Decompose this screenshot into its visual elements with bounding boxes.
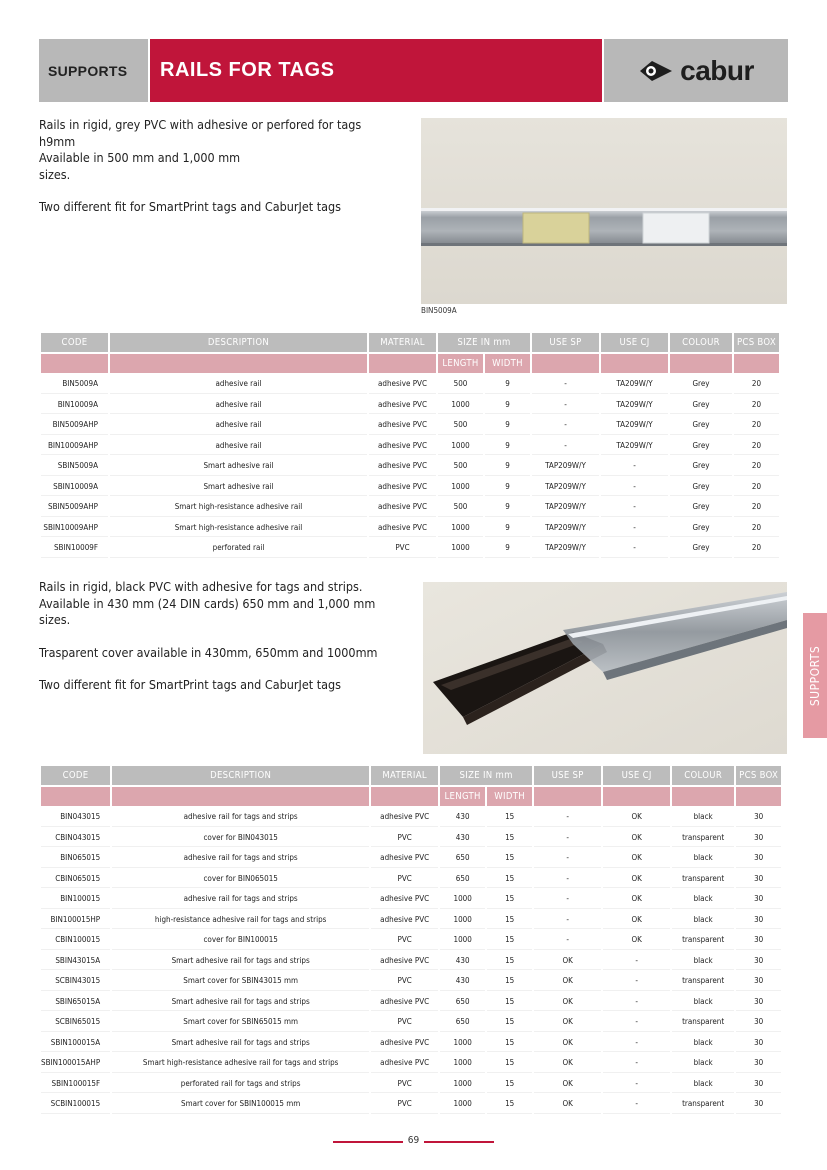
cell-width: 15 [487, 849, 532, 868]
cell-use-cj: - [601, 519, 668, 538]
cell-length: 500 [438, 498, 483, 517]
col-header-use-cj: USE CJ [603, 766, 670, 785]
black-rail-image [423, 582, 787, 754]
cell-code: SCBIN43015 [41, 972, 110, 991]
intro-line: Rails in rigid, black PVC with adhesive for tags and strips. [39, 579, 363, 594]
cell-width: 15 [487, 931, 532, 950]
section2-intro [39, 579, 409, 694]
intro-line: h9mm [39, 133, 76, 149]
cell-description: Smart adhesive rail [110, 457, 367, 476]
cell-use-sp: - [534, 890, 601, 909]
col-header-pcs-box: PCS BOX [736, 766, 781, 785]
cell-width: 9 [485, 498, 530, 517]
cell-width: 15 [487, 993, 532, 1012]
cell-colour: Grey [670, 396, 732, 415]
cell-use-cj: - [601, 478, 668, 497]
cell-code: SBIN5009AHP [41, 498, 108, 517]
side-tab-supports[interactable] [803, 613, 827, 738]
cell-width: 15 [487, 870, 532, 889]
cell-code: CBIN100015 [41, 931, 110, 950]
intro-line: Two different fit for SmartPrint tags and CaburJet tags [39, 199, 342, 214]
cell-width: 15 [487, 808, 532, 827]
cell-length: 1000 [438, 396, 483, 415]
cell-colour: Grey [670, 519, 732, 538]
table-row [41, 829, 781, 848]
cell-use-sp: TAP209W/Y [532, 478, 599, 497]
cell-description: Smart adhesive rail for tags and strips [112, 993, 369, 1012]
table-row [41, 1054, 781, 1073]
cell-use-cj: - [603, 1034, 670, 1053]
col-header-colour: COLOUR [670, 333, 732, 352]
cell-use-cj: - [601, 539, 668, 558]
col-header-material: MATERIAL [371, 766, 438, 785]
cell-use-cj: OK [603, 911, 670, 930]
cell-use-sp: - [534, 911, 601, 930]
cell-pcs-box: 20 [734, 457, 779, 476]
cell-description: adhesive rail [110, 375, 367, 394]
cell-material: adhesive PVC [371, 890, 438, 909]
cell-use-sp: - [534, 829, 601, 848]
cell-material: PVC [371, 1013, 438, 1032]
cell-use-sp: - [532, 416, 599, 435]
cell-length: 430 [440, 972, 485, 991]
table-row [41, 1013, 781, 1032]
cell-material: PVC [371, 931, 438, 950]
cell-use-cj: - [603, 993, 670, 1012]
intro-line: Trasparent cover available in 430mm, 650mm and 1000mm [39, 644, 378, 660]
cell-material: PVC [369, 539, 436, 558]
cell-colour: Grey [670, 375, 732, 394]
cell-use-sp: - [534, 849, 601, 868]
cell-length: 500 [438, 457, 483, 476]
grey-rail-photo [421, 118, 787, 304]
cell-material: adhesive PVC [369, 519, 436, 538]
cell-description: high-resistance adhesive rail for tags and strips [112, 911, 369, 930]
col-header-size: SIZE IN mm [438, 333, 530, 352]
cell-length: 430 [440, 829, 485, 848]
table-row [41, 890, 781, 909]
cell-use-cj: - [603, 1075, 670, 1094]
table-row [41, 498, 779, 517]
cell-colour: black [672, 1054, 734, 1073]
cell-use-sp: - [532, 396, 599, 415]
cell-material: PVC [371, 870, 438, 889]
col-header-description: DESCRIPTION [110, 333, 367, 352]
cell-length: 430 [440, 808, 485, 827]
logo-text: cabur [680, 54, 754, 86]
cell-use-cj: OK [603, 870, 670, 889]
table-row [41, 972, 781, 991]
cell-width: 9 [485, 416, 530, 435]
table-row [41, 952, 781, 971]
cell-pcs-box: 30 [736, 1095, 781, 1114]
cell-use-cj: OK [603, 849, 670, 868]
brand-logo [604, 39, 788, 102]
cell-code: BIN065015 [41, 849, 110, 868]
cell-material: adhesive PVC [371, 911, 438, 930]
cell-description: adhesive rail [110, 396, 367, 415]
cell-length: 1000 [438, 519, 483, 538]
cell-code: BIN5009A [41, 375, 108, 394]
cell-code: SBIN65015A [41, 993, 110, 1012]
cell-code: CBIN043015 [41, 829, 110, 848]
table-row [41, 539, 779, 558]
table-row [41, 478, 779, 497]
cell-length: 500 [438, 375, 483, 394]
cell-description: adhesive rail [110, 416, 367, 435]
cell-description: adhesive rail for tags and strips [112, 890, 369, 909]
cell-use-sp: OK [534, 972, 601, 991]
cell-colour: black [672, 993, 734, 1012]
footer-rule-left [333, 1141, 403, 1143]
subheader-length: LENGTH [440, 787, 485, 806]
rails-black-table [39, 764, 783, 1116]
cell-colour: black [672, 808, 734, 827]
cell-material: adhesive PVC [371, 1054, 438, 1073]
cell-material: adhesive PVC [371, 993, 438, 1012]
cell-description: Smart cover for SBIN65015 mm [112, 1013, 369, 1032]
cell-length: 430 [440, 952, 485, 971]
cell-colour: transparent [672, 1013, 734, 1032]
cell-use-cj: - [601, 457, 668, 476]
col-header-use-sp: USE SP [532, 333, 599, 352]
cabur-logo-icon [638, 59, 674, 83]
cell-code: BIN10009A [41, 396, 108, 415]
cell-colour: transparent [672, 870, 734, 889]
cell-pcs-box: 30 [736, 870, 781, 889]
cell-pcs-box: 30 [736, 849, 781, 868]
col-header-use-sp: USE SP [534, 766, 601, 785]
cell-use-sp: OK [534, 1054, 601, 1073]
table-row [41, 375, 779, 394]
cell-material: PVC [371, 1095, 438, 1114]
cell-length: 1000 [440, 1075, 485, 1094]
cell-colour: black [672, 911, 734, 930]
footer-rule-right [424, 1141, 494, 1143]
cell-use-cj: TA209W/Y [601, 396, 668, 415]
cell-use-cj: OK [603, 829, 670, 848]
col-header-size: SIZE IN mm [440, 766, 532, 785]
cell-colour: transparent [672, 972, 734, 991]
cell-colour: Grey [670, 539, 732, 558]
cell-colour: Grey [670, 478, 732, 497]
table-row [41, 870, 781, 889]
table-row [41, 931, 781, 950]
cell-length: 500 [438, 416, 483, 435]
cell-colour: Grey [670, 457, 732, 476]
cell-length: 650 [440, 993, 485, 1012]
col-header-code: CODE [41, 766, 110, 785]
cell-pcs-box: 20 [734, 437, 779, 456]
cell-description: cover for BIN100015 [112, 931, 369, 950]
cell-description: cover for BIN043015 [112, 829, 369, 848]
cell-width: 15 [487, 1054, 532, 1073]
cell-use-sp: - [532, 375, 599, 394]
cell-use-sp: TAP209W/Y [532, 457, 599, 476]
cell-description: adhesive rail for tags and strips [112, 808, 369, 827]
cell-use-cj: - [603, 1013, 670, 1032]
cell-code: SBIN43015A [41, 952, 110, 971]
intro-line: Available in 430 mm (24 DIN cards) 650 mm and 1,000 mm [39, 595, 376, 611]
table-row [41, 396, 779, 415]
cell-pcs-box: 20 [734, 539, 779, 558]
cell-material: PVC [371, 972, 438, 991]
cell-description: adhesive rail [110, 437, 367, 456]
cell-use-cj: - [603, 1095, 670, 1114]
cell-code: BIN100015HP [41, 911, 110, 930]
cell-length: 1000 [440, 1054, 485, 1073]
cell-length: 1000 [440, 1034, 485, 1053]
cell-material: adhesive PVC [369, 375, 436, 394]
cell-pcs-box: 30 [736, 829, 781, 848]
cell-material: adhesive PVC [371, 808, 438, 827]
cell-code: SBIN100015AHP [41, 1054, 110, 1073]
cell-material: adhesive PVC [369, 437, 436, 456]
cell-use-cj: - [603, 1054, 670, 1073]
cell-description: perforated rail for tags and strips [112, 1075, 369, 1094]
cell-description: adhesive rail for tags and strips [112, 849, 369, 868]
cell-length: 1000 [438, 478, 483, 497]
cell-colour: black [672, 890, 734, 909]
table-row [41, 437, 779, 456]
cell-use-sp: TAP209W/Y [532, 519, 599, 538]
cell-width: 15 [487, 1075, 532, 1094]
cell-use-sp: OK [534, 952, 601, 971]
cell-length: 650 [440, 849, 485, 868]
cell-length: 1000 [440, 890, 485, 909]
cell-use-cj: - [601, 498, 668, 517]
cell-width: 15 [487, 890, 532, 909]
cell-length: 1000 [438, 437, 483, 456]
intro-line: sizes. [39, 166, 71, 182]
cell-code: SCBIN65015 [41, 1013, 110, 1032]
cell-width: 9 [485, 457, 530, 476]
cell-description: Smart cover for SBIN100015 mm [112, 1095, 369, 1114]
cell-description: Smart cover for SBIN43015 mm [112, 972, 369, 991]
col-header-use-cj: USE CJ [601, 333, 668, 352]
cell-use-sp: - [534, 870, 601, 889]
table-row [41, 416, 779, 435]
cell-colour: black [672, 1034, 734, 1053]
cell-pcs-box: 30 [736, 1075, 781, 1094]
cell-pcs-box: 30 [736, 931, 781, 950]
cell-pcs-box: 20 [734, 396, 779, 415]
cell-description: Smart high-resistance adhesive rail for tags and strips [112, 1054, 369, 1073]
table-row [41, 1034, 781, 1053]
cell-length: 1000 [438, 539, 483, 558]
grey-rail-image [421, 118, 787, 304]
cell-pcs-box: 30 [736, 1013, 781, 1032]
cell-pcs-box: 20 [734, 375, 779, 394]
table-row [41, 1095, 781, 1114]
page-number: 69 [407, 1135, 420, 1146]
cell-pcs-box: 30 [736, 890, 781, 909]
subheader-width: WIDTH [485, 354, 530, 373]
cell-pcs-box: 30 [736, 972, 781, 991]
cell-code: SBIN10009AHP [41, 519, 108, 538]
cell-use-cj: - [603, 952, 670, 971]
cell-description: Smart adhesive rail [110, 478, 367, 497]
cell-colour: Grey [670, 437, 732, 456]
cell-use-sp: - [534, 808, 601, 827]
cell-description: Smart high-resistance adhesive rail [110, 519, 367, 538]
cell-code: BIN043015 [41, 808, 110, 827]
cell-width: 9 [485, 375, 530, 394]
subheader-length: LENGTH [438, 354, 483, 373]
cell-use-sp: OK [534, 1075, 601, 1094]
cell-description: Smart adhesive rail for tags and strips [112, 952, 369, 971]
table-row [41, 911, 781, 930]
cell-pcs-box: 30 [736, 952, 781, 971]
col-header-material: MATERIAL [369, 333, 436, 352]
cell-width: 15 [487, 972, 532, 991]
cell-colour: transparent [672, 1095, 734, 1114]
cell-description: perforated rail [110, 539, 367, 558]
side-tab-label: SUPPORTS [808, 645, 822, 706]
cell-colour: Grey [670, 498, 732, 517]
cell-length: 1000 [440, 1095, 485, 1114]
photo-caption: BIN5009A [421, 306, 457, 315]
table-row [41, 457, 779, 476]
cell-use-sp: TAP209W/Y [532, 539, 599, 558]
col-header-pcs-box: PCS BOX [734, 333, 779, 352]
cell-code: SCBIN100015 [41, 1095, 110, 1114]
cell-use-sp: OK [534, 1013, 601, 1032]
intro-line: Two different fit for SmartPrint tags and CaburJet tags [39, 677, 342, 692]
table-row [41, 993, 781, 1012]
cell-material: PVC [371, 829, 438, 848]
page-title: RAILS FOR TAGS [150, 39, 602, 102]
cell-code: CBIN065015 [41, 870, 110, 889]
cell-code: SBIN5009A [41, 457, 108, 476]
table-row [41, 519, 779, 538]
cell-pcs-box: 20 [734, 498, 779, 517]
cell-material: adhesive PVC [369, 478, 436, 497]
section1-intro [39, 117, 409, 216]
cell-use-cj: - [603, 972, 670, 991]
cell-pcs-box: 20 [734, 416, 779, 435]
black-rail-photo [423, 582, 787, 754]
cell-colour: Grey [670, 416, 732, 435]
section-label: SUPPORTS [39, 39, 148, 102]
cell-code: BIN5009AHP [41, 416, 108, 435]
intro-line: Rails in rigid, grey PVC with adhesive or perfored for tags [39, 117, 362, 132]
cell-pcs-box: 20 [734, 519, 779, 538]
cell-colour: transparent [672, 931, 734, 950]
table-row [41, 849, 781, 868]
cell-width: 9 [485, 396, 530, 415]
cell-description: Smart adhesive rail for tags and strips [112, 1034, 369, 1053]
cell-pcs-box: 20 [734, 478, 779, 497]
cell-width: 15 [487, 1034, 532, 1053]
cell-code: SBIN10009A [41, 478, 108, 497]
rails-grey-table [39, 331, 781, 560]
cell-width: 15 [487, 952, 532, 971]
cell-length: 1000 [440, 931, 485, 950]
cell-material: adhesive PVC [371, 1034, 438, 1053]
cell-material: adhesive PVC [369, 416, 436, 435]
col-header-colour: COLOUR [672, 766, 734, 785]
cell-material: adhesive PVC [369, 457, 436, 476]
cell-width: 9 [485, 519, 530, 538]
intro-line: Available in 500 mm and 1,000 mm [39, 150, 241, 165]
cell-material: adhesive PVC [369, 498, 436, 517]
col-header-code: CODE [41, 333, 108, 352]
cell-material: adhesive PVC [369, 396, 436, 415]
cell-length: 650 [440, 1013, 485, 1032]
cell-width: 15 [487, 911, 532, 930]
cell-colour: transparent [672, 829, 734, 848]
intro-line: sizes. [39, 612, 71, 627]
cell-length: 1000 [440, 911, 485, 930]
col-header-description: DESCRIPTION [112, 766, 369, 785]
table-row [41, 808, 781, 827]
cell-material: adhesive PVC [371, 849, 438, 868]
cell-width: 15 [487, 1095, 532, 1114]
cell-width: 9 [485, 478, 530, 497]
cell-pcs-box: 30 [736, 808, 781, 827]
cell-width: 9 [485, 539, 530, 558]
cell-use-cj: OK [603, 931, 670, 950]
cell-use-cj: OK [603, 890, 670, 909]
cell-width: 15 [487, 1013, 532, 1032]
cell-pcs-box: 30 [736, 1054, 781, 1073]
cell-use-sp: TAP209W/Y [532, 498, 599, 517]
cell-use-sp: OK [534, 993, 601, 1012]
cell-code: SBIN100015A [41, 1034, 110, 1053]
cell-width: 15 [487, 829, 532, 848]
cell-description: cover for BIN065015 [112, 870, 369, 889]
cell-pcs-box: 30 [736, 993, 781, 1012]
cell-material: PVC [371, 1075, 438, 1094]
subheader-width: WIDTH [487, 787, 532, 806]
cell-use-cj: TA209W/Y [601, 416, 668, 435]
cell-pcs-box: 30 [736, 1034, 781, 1053]
cell-use-cj: TA209W/Y [601, 437, 668, 456]
cell-code: BIN100015 [41, 890, 110, 909]
cell-use-sp: - [532, 437, 599, 456]
cell-code: SBIN100015F [41, 1075, 110, 1094]
cell-length: 650 [440, 870, 485, 889]
cell-material: adhesive PVC [371, 952, 438, 971]
cell-width: 9 [485, 437, 530, 456]
cell-colour: black [672, 1075, 734, 1094]
cell-colour: black [672, 849, 734, 868]
table-row [41, 1075, 781, 1094]
cell-pcs-box: 30 [736, 911, 781, 930]
cell-use-sp: OK [534, 1095, 601, 1114]
cell-use-cj: TA209W/Y [601, 375, 668, 394]
cell-code: SBIN10009F [41, 539, 108, 558]
cell-colour: black [672, 952, 734, 971]
cell-use-cj: OK [603, 808, 670, 827]
cell-use-sp: - [534, 931, 601, 950]
cell-description: Smart high-resistance adhesive rail [110, 498, 367, 517]
cell-use-sp: OK [534, 1034, 601, 1053]
cell-code: BIN10009AHP [41, 437, 108, 456]
